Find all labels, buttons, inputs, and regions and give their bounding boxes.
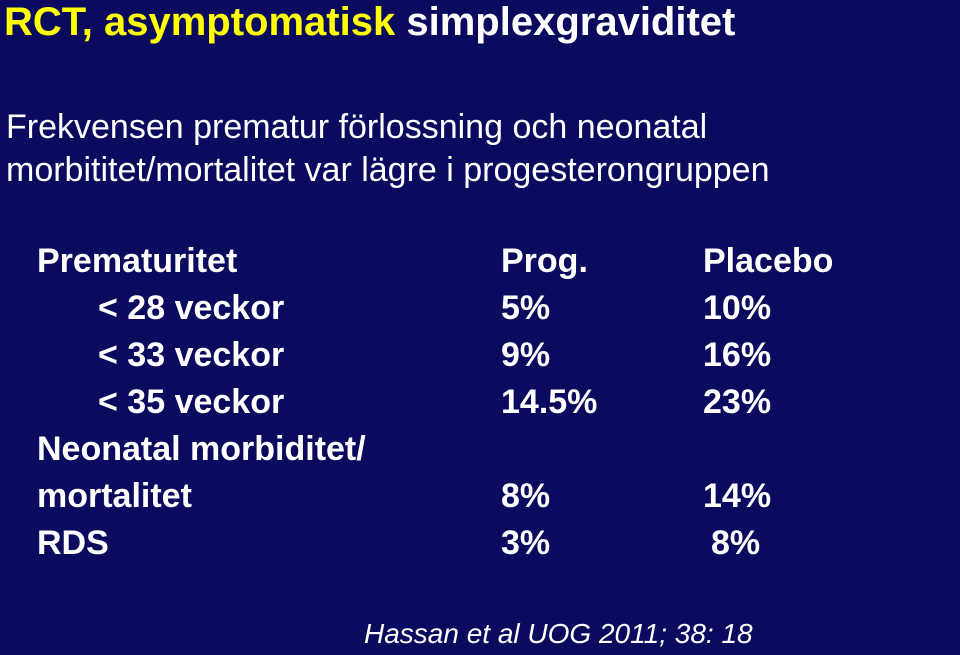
- row-label: < 33 veckor: [98, 336, 285, 374]
- row-label: RDS: [37, 524, 109, 562]
- header-placebo: Placebo: [703, 242, 834, 280]
- row-label: mortalitet: [37, 477, 192, 515]
- table-row: [0, 520, 960, 567]
- row-label: < 35 veckor: [98, 383, 285, 421]
- row-placebo-value: 23%: [703, 383, 772, 421]
- row-prog-value: 14.5%: [501, 383, 598, 421]
- subtitle-line-1: Frekvensen prematur förlossning och neonatal: [6, 108, 708, 146]
- table-row: [0, 379, 960, 426]
- row-placebo-value: 16%: [703, 336, 772, 374]
- row-prog-value: 8%: [501, 477, 551, 515]
- table-row: [0, 285, 960, 332]
- subtitle-line-2: morbititet/mortalitet var lägre i progesterongruppen: [6, 151, 770, 189]
- table-row: [0, 332, 960, 379]
- row-label: Neonatal morbiditet/: [37, 430, 366, 468]
- table-row: [0, 426, 960, 473]
- citation: Hassan et al UOG 2011; 38: 18: [364, 618, 753, 649]
- table-header-row: [0, 238, 960, 285]
- slide-title-accent: RCT, asymptomatisk: [4, 0, 396, 44]
- row-placebo-value: 8%: [711, 524, 761, 562]
- row-label: < 28 veckor: [98, 289, 285, 327]
- row-prog-value: 3%: [501, 524, 551, 562]
- row-placebo-value: 10%: [703, 289, 772, 327]
- row-placebo-value: 14%: [703, 477, 772, 515]
- results-table: [0, 238, 960, 567]
- row-prog-value: 5%: [501, 289, 551, 327]
- header-prog: Prog.: [501, 242, 588, 280]
- slide-title: [4, 0, 735, 46]
- header-prematuritet: Prematuritet: [37, 242, 238, 280]
- slide-title-rest: simplexgraviditet: [406, 0, 736, 44]
- slide-subtitle: [6, 106, 770, 192]
- table-row: [0, 473, 960, 520]
- row-prog-value: 9%: [501, 336, 551, 374]
